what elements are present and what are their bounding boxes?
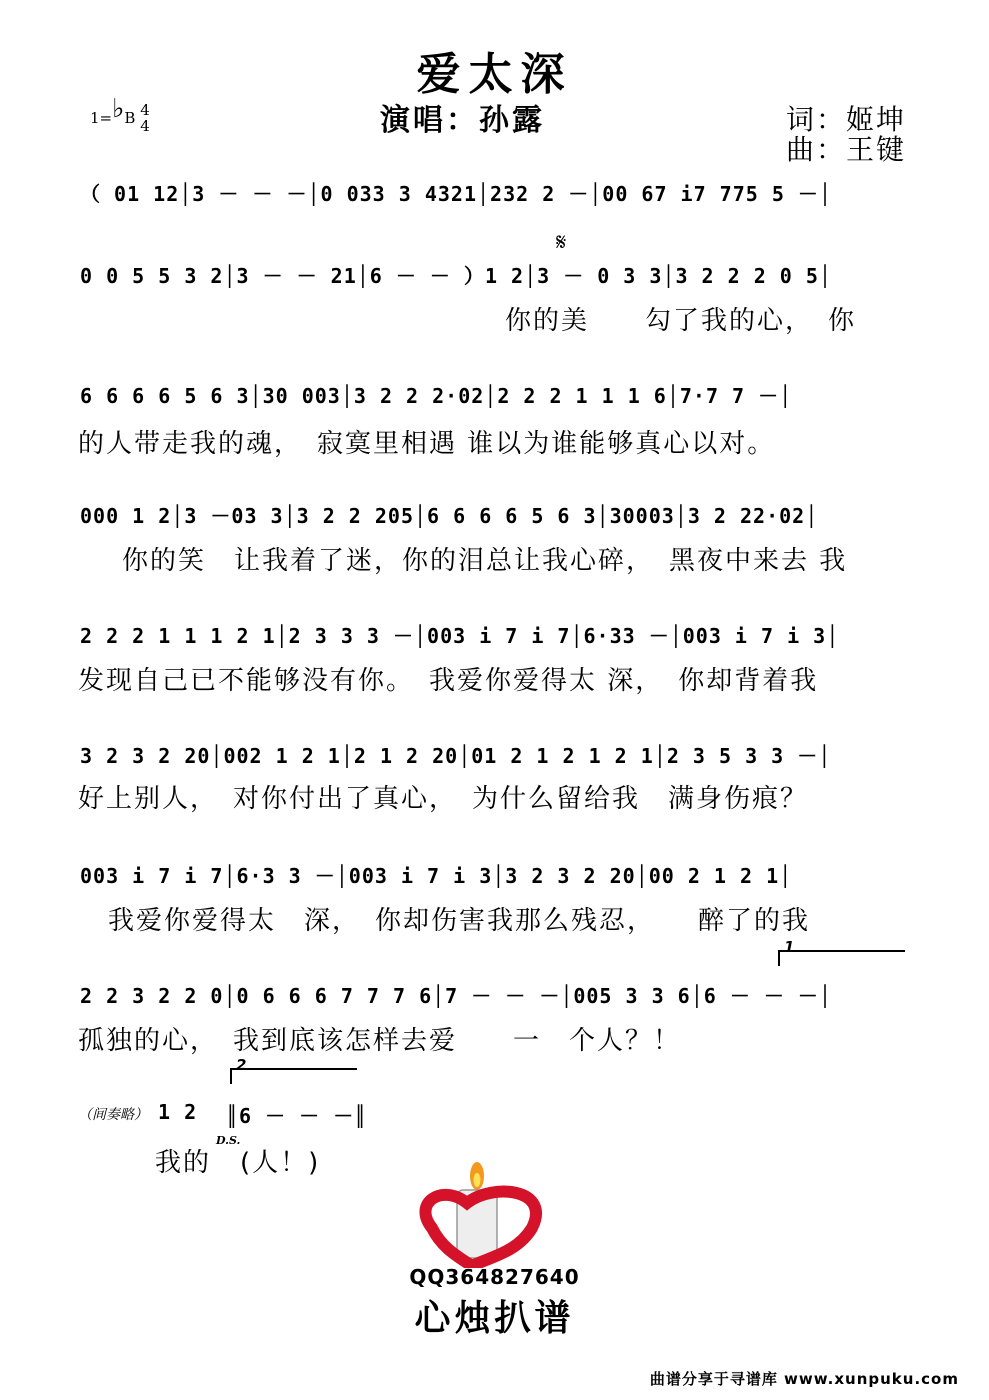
- lyric-line-1: 你的美 勾了我的心， 你: [505, 306, 857, 336]
- lyric-line-2: 的人带走我的魂， 寂寞里相遇 谁以为谁能够真心以对。: [78, 429, 776, 459]
- lyric-line-4: 发现自己已不能够没有你。 我爱你爱得太 深， 你却背着我: [78, 666, 819, 696]
- logo-name: 心烛扒谱: [414, 1297, 575, 1339]
- segno-icon: 𝄋: [556, 228, 567, 256]
- staff-line-1: （ 01 12│3 － － －│0 033 3 4321│232 2 －│00 67 i7 775 5 －│: [80, 182, 832, 206]
- ending-lyric-2: (人！): [240, 1148, 321, 1178]
- candle-logo: [412, 1158, 562, 1268]
- ending-notes: ║6 － － －║: [226, 1104, 368, 1128]
- time-numerator: 4: [140, 101, 150, 119]
- time-signature: [140, 102, 150, 134]
- staff-line-4: 000 1 2│3 －03 3│3 2 2 205│6 6 6 6 5 6 3│30003│3 2 22·02│: [80, 504, 819, 528]
- song-title: 爱太深: [416, 49, 573, 100]
- staff-line-3: 6 6 6 6 5 6 3│30 003│3 2 2 2·02│2 2 2 1 1 1 6│7·7 7 －│: [80, 384, 793, 408]
- interlude-label: （间奏略）: [78, 1107, 148, 1123]
- volta-bracket-2: [230, 1056, 357, 1084]
- lyric-line-5: 好上别人， 对你付出了真心， 为什么留给我 满身伤痕？: [78, 784, 809, 814]
- staff-line-8: 2 2 3 2 2 0│0 6 6 6 7 7 7 6│7 － － －│005 3 3 6│6 － － －│: [80, 984, 832, 1008]
- lyricist: 词：姬坤: [786, 103, 907, 136]
- key-note: B: [124, 109, 136, 127]
- singer: 演唱：孙露: [380, 103, 545, 138]
- interlude-notes: 1 2: [158, 1100, 198, 1124]
- flat-icon: ♭: [112, 94, 125, 124]
- volta-1-label: 1: [784, 938, 795, 956]
- staff-line-2: 0 0 5 5 3 2│3 － － 21│6 － － ）1 2│3 － 0 3 3│3 2 2 2 0 5│: [80, 264, 832, 288]
- time-denominator: 4: [140, 117, 150, 135]
- staff-line-7: 003 i 7 i 7│6·3 3 －│003 i 7 i 3│3 2 3 2 20│00 2 1 2 1│: [80, 864, 793, 888]
- ending-lyric-1: 我的: [155, 1148, 212, 1178]
- lyric-line-3: 你的笑 让我着了迷，你的泪总让我心碎， 黑夜中来去 我: [122, 546, 848, 576]
- footer-source: 曲谱分享于寻谱库 www.xunpuku.com: [649, 1370, 959, 1388]
- volta-2-label: 2: [236, 1056, 247, 1074]
- staff-line-5: 2 2 2 1 1 1 2 1│2 3 3 3 －│003 i 7 i 7│6·33 －│003 i 7 i 3│: [80, 624, 840, 648]
- key-prefix: 1=: [90, 109, 113, 127]
- lyric-line-6: 我爱你爱得太 深， 你却伤害我那么残忍， 醉了的我: [108, 906, 811, 936]
- volta-bracket-1: [778, 938, 905, 966]
- staff-line-6: 3 2 3 2 20│002 1 2 1│2 1 2 20│01 2 1 2 1 2 1│2 3 5 3 3 －│: [80, 744, 832, 768]
- key-signature: [90, 94, 150, 135]
- candle-heart-icon: [412, 1158, 562, 1268]
- lyric-line-7: 孤独的心， 我到底该怎样去爱 一 个人？！: [78, 1026, 682, 1056]
- composer: 曲：王键: [786, 133, 907, 166]
- logo-qq: QQ364827640: [409, 1265, 580, 1289]
- ds-marking: D.S.: [216, 1134, 241, 1147]
